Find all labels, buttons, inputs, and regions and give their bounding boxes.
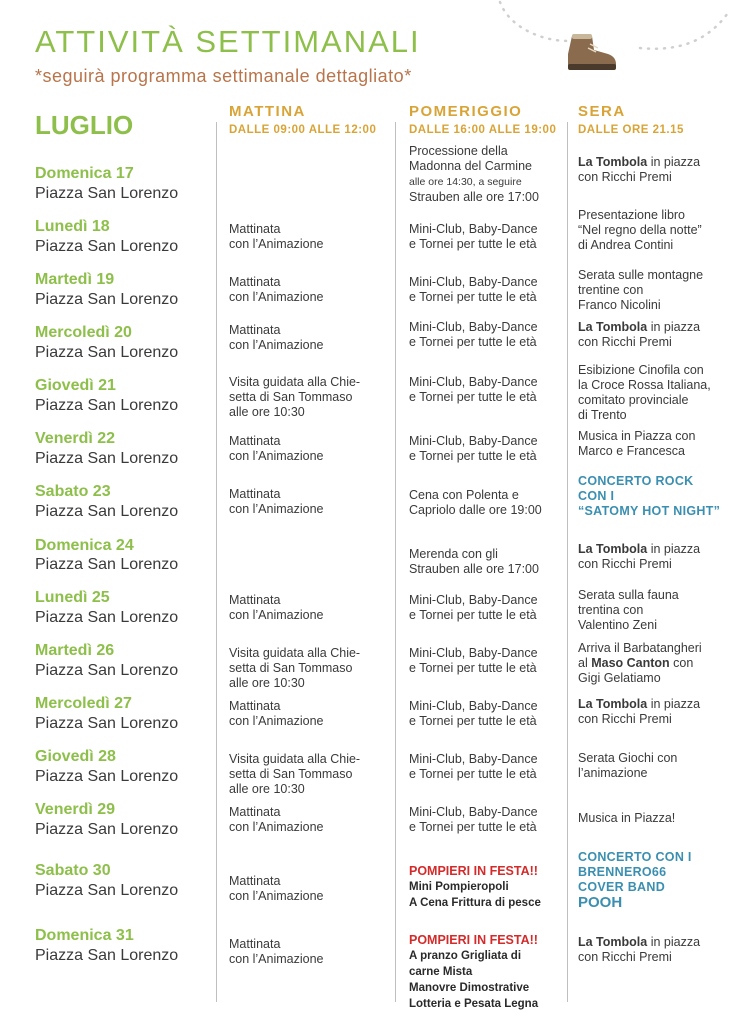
evening-activity: La Tombola in piazza con Ricchi Premi xyxy=(578,935,701,964)
evening-activity: La Tombola in piazza con Ricchi Premi xyxy=(578,320,701,349)
day-label: Sabato 30 xyxy=(35,862,111,879)
evening-activity: Serata sulla fauna trentina con Valentino Zeni xyxy=(578,588,679,632)
afternoon-hours: DALLE 16:00 ALLE 19:00 xyxy=(409,124,557,136)
month-label: LUGLIO xyxy=(35,110,134,140)
morning-activity: Visita guidata alla Chie- setta di San Tommaso alle ore 10:30 xyxy=(229,646,361,690)
evening-hours: DALLE ORE 21.15 xyxy=(578,124,684,136)
afternoon-activity: Mini-Club, Baby-Dance e Tornei per tutte le età xyxy=(409,593,538,622)
evening-label: SERA xyxy=(578,103,626,120)
place-label: Piazza San Lorenzo xyxy=(35,397,179,414)
day-label: Domenica 17 xyxy=(35,165,134,182)
place-label: Piazza San Lorenzo xyxy=(35,344,179,361)
afternoon-activity: Merenda con gli Strauben alle ore 17:00 xyxy=(409,547,539,576)
day-label: Martedì 26 xyxy=(35,642,115,659)
day-label: Sabato 23 xyxy=(35,483,111,500)
evening-activity: Presentazione libro “Nel regno della notte” di Andrea Contini xyxy=(578,208,702,252)
place-label: Piazza San Lorenzo xyxy=(35,238,179,255)
afternoon-label: POMERIGGIO xyxy=(409,103,523,120)
day-label: Lunedì 25 xyxy=(35,589,110,606)
morning-activity: Mattinata con l’Animazione xyxy=(229,805,324,834)
column-divider xyxy=(216,122,217,1002)
evening-activity: La Tombola in piazza con Ricchi Premi xyxy=(578,542,701,571)
day-label: Venerdì 22 xyxy=(35,430,116,447)
pompieri-headline: POMPIERI IN FESTA!! xyxy=(409,864,538,878)
place-label: Piazza San Lorenzo xyxy=(35,882,179,899)
place-label: Piazza San Lorenzo xyxy=(35,821,179,838)
place-label: Piazza San Lorenzo xyxy=(35,768,179,785)
evening-concert-highlight: CONCERTO ROCK CON I “SATOMY HOT NIGHT” xyxy=(578,474,721,518)
afternoon-column-header xyxy=(409,102,556,138)
morning-activity: Mattinata con l’Animazione xyxy=(229,222,324,251)
morning-activity: Mattinata con l’Animazione xyxy=(229,874,324,903)
afternoon-text: Strauben alle ore 17:00 xyxy=(409,190,539,204)
morning-activity: Mattinata con l’Animazione xyxy=(229,699,324,728)
title: ATTIVITÀ SETTIMANALI xyxy=(35,24,421,59)
tombola-label: La Tombola xyxy=(578,155,648,169)
morning-hours: DALLE 09:00 ALLE 12:00 xyxy=(229,124,377,136)
evening-activity: Serata sulle montagne trentine con Franco Nicolini xyxy=(578,268,704,312)
place-label: Piazza San Lorenzo xyxy=(35,556,179,573)
morning-activity: Mattinata con l’Animazione xyxy=(229,434,324,463)
pompieri-headline: POMPIERI IN FESTA!! xyxy=(409,933,538,947)
morning-activity: Mattinata con l’Animazione xyxy=(229,275,324,304)
morning-column-header xyxy=(229,102,376,138)
tombola-label: La Tombola xyxy=(578,542,648,556)
afternoon-time-note: alle ore 14:30, a seguire xyxy=(409,176,522,188)
place-label: Piazza San Lorenzo xyxy=(35,947,179,964)
tombola-label: La Tombola xyxy=(578,320,648,334)
afternoon-activity: Mini-Club, Baby-Dance e Tornei per tutte le età xyxy=(409,646,538,675)
evening-concert-highlight: CONCERTO CON I BRENNERO66 COVER BAND POOH xyxy=(578,850,692,911)
morning-activity: Visita guidata alla Chie- setta di San Tommaso alle ore 10:30 xyxy=(229,752,361,796)
afternoon-activity: Mini-Club, Baby-Dance e Tornei per tutte le età xyxy=(409,222,538,251)
day-label: Giovedì 28 xyxy=(35,748,116,765)
day-label: Mercoledì 20 xyxy=(35,324,132,341)
evening-activity: Serata Giochi con l’animazione xyxy=(578,751,678,780)
evening-activity: Arriva il Barbatangheri al Maso Canton con Gigi Gelatiamo xyxy=(578,641,702,685)
afternoon-activity: POMPIERI IN FESTA!! A pranzo Grigliata di carne Mista Manovre Dimostrative Lotteria e Pesata Legna xyxy=(409,933,539,1010)
hiking-boot-icon xyxy=(562,32,618,72)
morning-activity: Visita guidata alla Chie- setta di San Tommaso alle ore 10:30 xyxy=(229,375,361,419)
day-label: Giovedì 21 xyxy=(35,377,116,394)
afternoon-activity: POMPIERI IN FESTA!! Mini Pompieropoli A Cena Frittura di pesce xyxy=(409,864,541,909)
evening-activity: La Tombola in piazza con Ricchi Premi xyxy=(578,697,701,726)
afternoon-activity: Mini-Club, Baby-Dance e Tornei per tutte le età xyxy=(409,699,538,728)
afternoon-activity: Mini-Club, Baby-Dance e Tornei per tutte le età xyxy=(409,320,538,349)
evening-activity: Musica in Piazza con Marco e Francesca xyxy=(578,429,696,458)
evening-activity: Esibizione Cinofila con la Croce Rossa Italiana, comitato provinciale di Trento xyxy=(578,363,711,422)
place-label: Piazza San Lorenzo xyxy=(35,503,179,520)
place-label: Piazza San Lorenzo xyxy=(35,291,179,308)
afternoon-text: Processione della Madonna del Carmine xyxy=(409,144,532,173)
afternoon-activity: Mini-Club, Baby-Dance e Tornei per tutte le età xyxy=(409,752,538,781)
afternoon-activity: Cena con Polenta e Capriolo dalle ore 19:00 xyxy=(409,488,542,517)
morning-label: MATTINA xyxy=(229,103,306,120)
column-divider xyxy=(395,122,396,1002)
tombola-label: La Tombola xyxy=(578,935,648,949)
place-label: Piazza San Lorenzo xyxy=(35,715,179,732)
tombola-label: La Tombola xyxy=(578,697,648,711)
place-label: Piazza San Lorenzo xyxy=(35,450,179,467)
day-label: Domenica 24 xyxy=(35,537,134,554)
evening-activity: Musica in Piazza! xyxy=(578,811,676,825)
afternoon-activity: Mini-Club, Baby-Dance e Tornei per tutte le età xyxy=(409,434,538,463)
morning-activity: Mattinata con l’Animazione xyxy=(229,323,324,352)
day-label: Martedì 19 xyxy=(35,271,115,288)
morning-activity: Mattinata con l’Animazione xyxy=(229,937,324,966)
morning-activity: Mattinata con l’Animazione xyxy=(229,593,324,622)
day-label: Venerdì 29 xyxy=(35,801,116,818)
maso-canton-label: Maso Canton xyxy=(591,656,670,670)
afternoon-activity xyxy=(409,144,574,205)
afternoon-activity: Mini-Club, Baby-Dance e Tornei per tutte le età xyxy=(409,275,538,304)
afternoon-activity: Mini-Club, Baby-Dance e Tornei per tutte le età xyxy=(409,805,538,834)
morning-activity: Mattinata con l’Animazione xyxy=(229,487,324,516)
place-label: Piazza San Lorenzo xyxy=(35,185,179,202)
afternoon-activity: Mini-Club, Baby-Dance e Tornei per tutte le età xyxy=(409,375,538,404)
day-label: Lunedì 18 xyxy=(35,218,110,235)
day-label: Domenica 31 xyxy=(35,927,134,944)
place-label: Piazza San Lorenzo xyxy=(35,609,179,626)
subtitle: *seguirà programma settimanale dettagliato* xyxy=(35,66,412,86)
place-label: Piazza San Lorenzo xyxy=(35,662,179,679)
evening-column-header xyxy=(578,102,684,138)
evening-activity: La Tombola in piazza con Ricchi Premi xyxy=(578,155,701,184)
day-label: Mercoledì 27 xyxy=(35,695,132,712)
